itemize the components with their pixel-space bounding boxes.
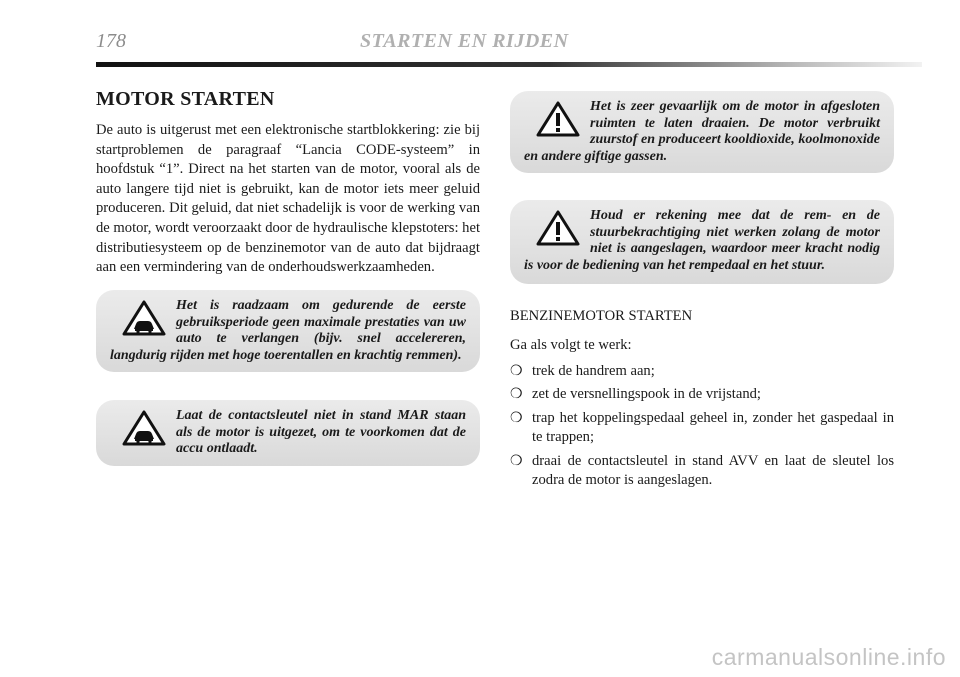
intro-paragraph: De auto is uitgerust met een elektronische startblokkering: zie bij startproblemen de paragraaf “Lancia CODE-systeem” in hoofdstuk “1”. Direct na het starten van de motor, vooral als de auto langere tijd niet is gebruikt, kan de motor iets meer geluid produceren. Dit geluid, dat niet schadelijk is voor de werking van de motor, wordt veroorzaakt door de hydraulische klepstoters: het distributiesysteem op de benzinemotor van de auto dat bijdraagt aan een vermindering van de onderhoudswerkzaamheden. [96, 122, 481, 276]
watermark: carmanualsonline.info [711, 644, 946, 670]
caution-note-performance [96, 290, 480, 372]
running-head: STARTEN EN RIJDEN [360, 30, 569, 52]
sub-heading: BENZINEMOTOR STARTEN [510, 308, 693, 324]
list-item: ❍ trek de handrem aan; [510, 362, 894, 381]
page-number: 178 [96, 30, 126, 52]
car-caution-triangle-icon [122, 410, 166, 446]
bullet-icon: ❍ [510, 410, 523, 426]
bullet-icon: ❍ [510, 387, 523, 403]
bullet-icon: ❍ [510, 364, 523, 379]
warning-note-power-assist [510, 200, 894, 284]
steps-list [510, 362, 894, 490]
bullet-icon: ❍ [510, 453, 523, 469]
car-caution-triangle-icon [122, 300, 166, 336]
left-column [96, 88, 480, 278]
list-item: ❍ zet de versnellingspook in de vrijstand; [510, 385, 894, 404]
list-item: ❍ trap het koppelingspedaal geheel in, zonder het gaspedaal in te trappen; [510, 409, 894, 446]
caution-note-text: Het is raadzaam om gedurende de eerste gebruiksperiode geen maximale prestaties van uw auto te verlangen (bijv. snel accelereren, langdurig rijden met hoge toerentallen en krachtig remmen). [110, 298, 466, 363]
petrol-start-section [510, 308, 894, 494]
warning-note-text: Houd er rekening mee dat de rem- en de stuurbekrachtiging niet werken zolang de motor niet is aangeslagen, waardoor meer kracht nodig is voor de bediening van het rempedaal en het stuur. [524, 208, 880, 273]
caution-note-text: Laat de contactsleutel niet in stand MAR staan als de motor is uitgezet, om te voorkomen dat de accu ontlaadt. [176, 408, 466, 457]
warning-triangle-icon [536, 101, 580, 137]
list-item: ❍ draai de contactsleutel in stand AVV en laat de sleutel los zodra de motor is aangeslagen. [510, 452, 894, 489]
steps-intro: Ga als volgt te werk: [510, 337, 632, 353]
caution-note-battery [96, 400, 480, 466]
warning-note-gases [510, 91, 894, 173]
warning-triangle-icon [536, 210, 580, 246]
warning-note-text: Het is zeer gevaarlijk om de motor in afgesloten ruimten te laten draaien. De motor verbruikt zuurstof en produceert kooldioxide, koolmonoxide en andere giftige gassen. [524, 99, 880, 164]
header-rule [96, 62, 922, 67]
section-title: MOTOR STARTEN [96, 88, 275, 110]
